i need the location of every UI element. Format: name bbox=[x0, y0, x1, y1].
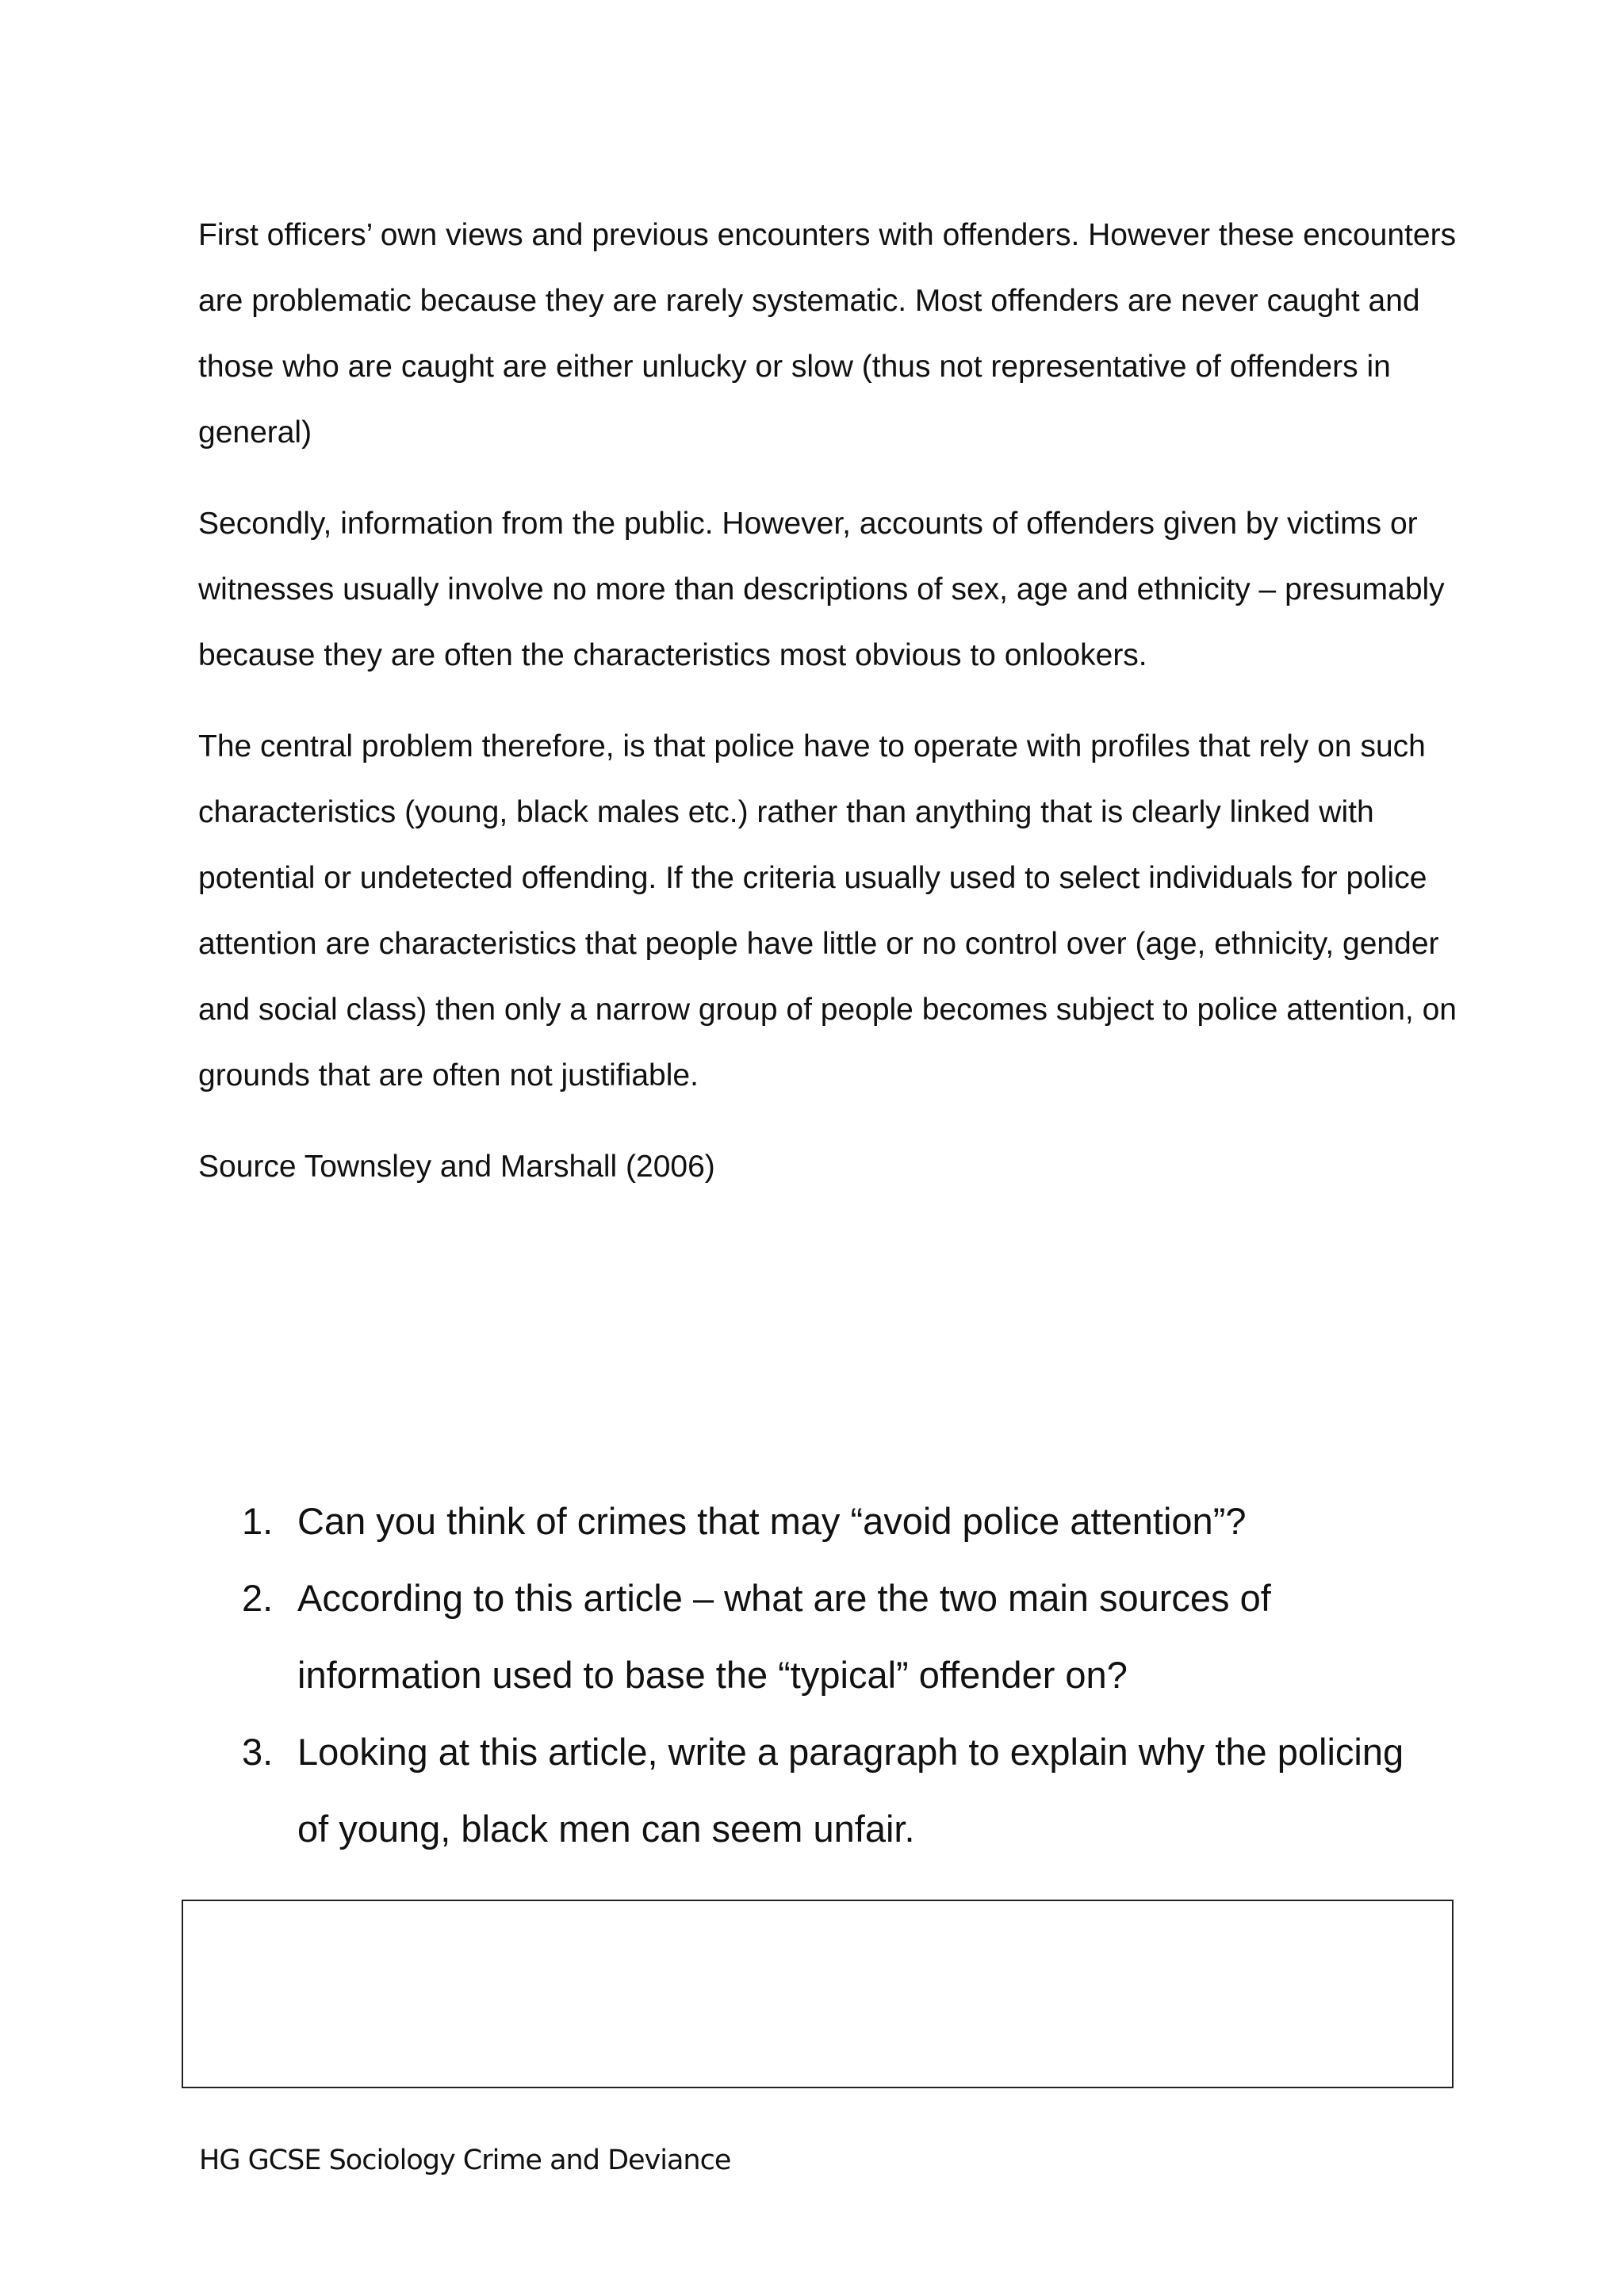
article-paragraph-3: The central problem therefore, is that police have to operate with profiles that rely on such characteristics (young, black males etc.) rather than anything that is clearly linked with potential or undetected offending. If the criteria usually used to select individuals for police attention are characteristics that people have little or no control over (age, ethnicity, gender and social class) then only a narrow group of people becomes subject to police attention, on grounds that are often not justifiable. bbox=[198, 729, 1457, 1093]
article-source: Source Townsley and Marshall (2006) bbox=[198, 1150, 715, 1184]
question-text: Looking at this article, write a paragraph to explain why the policing of young, black men can seem unfair. bbox=[297, 1731, 1404, 1850]
question-text: Can you think of crimes that may “avoid police attention”? bbox=[297, 1500, 1247, 1542]
question-list bbox=[242, 1483, 1431, 1867]
question-item-2 bbox=[242, 1559, 1431, 1713]
article-body bbox=[198, 202, 1467, 1225]
page-footer: HG GCSE Sociology Crime and Deviance bbox=[199, 2145, 731, 2176]
question-number: 2. bbox=[242, 1577, 274, 1619]
question-number: 3. bbox=[242, 1731, 274, 1773]
answer-box[interactable] bbox=[182, 1900, 1454, 2088]
question-number: 1. bbox=[242, 1500, 274, 1542]
question-item-1 bbox=[242, 1483, 1431, 1559]
article-paragraph-2: Secondly, information from the public. However, accounts of offenders given by victims or witnesses usually involve no more than descriptions of sex, age and ethnicity – presumably because they are often the characteristics most obvious to onlookers. bbox=[198, 507, 1445, 672]
question-text: According to this article – what are the two main sources of information used to base the “typical” offender on? bbox=[297, 1577, 1271, 1696]
question-item-3 bbox=[242, 1713, 1431, 1867]
article-paragraph-1: First officers’ own views and previous encounters with offenders. However these encounters are problematic because they are rarely systematic. Most offenders are never caught and those who are caught are either unlucky or slow (thus not representative of offenders in general) bbox=[198, 218, 1457, 450]
